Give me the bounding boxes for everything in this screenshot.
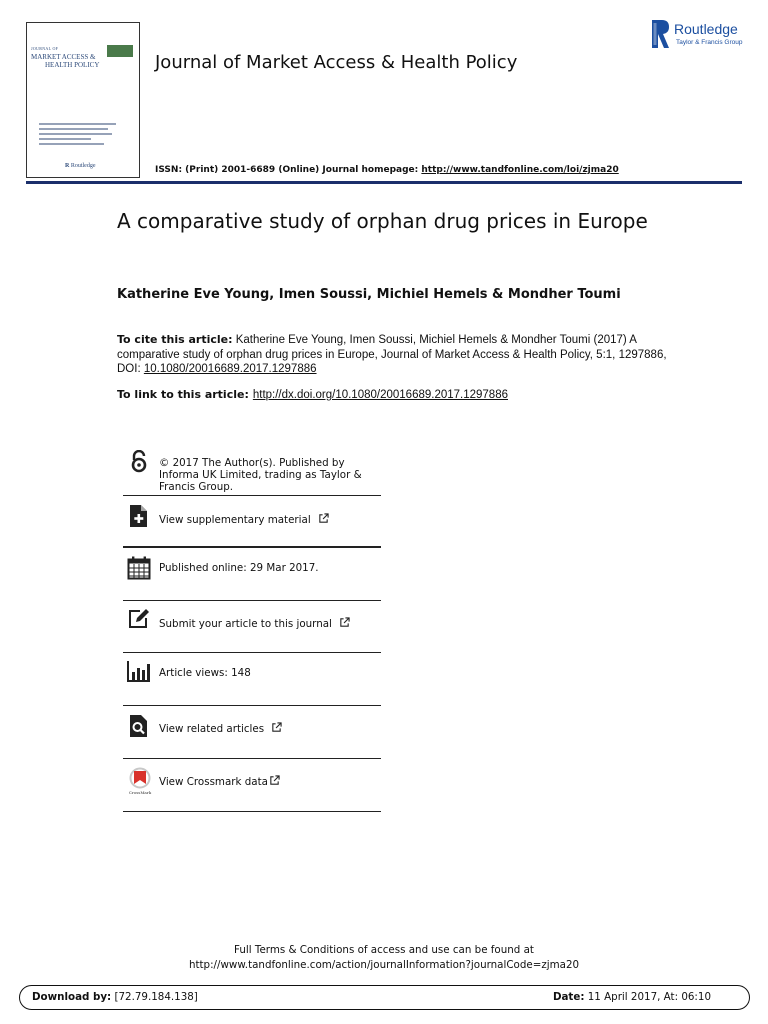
cover-text-lines (39, 123, 125, 148)
download-info-bar (19, 985, 750, 1010)
download-date: Date: 11 April 2017, At: 06:10 (552, 991, 711, 1003)
routledge-logo: Routledge Taylor & Francis Group (652, 20, 752, 50)
article-doi-url[interactable]: http://dx.doi.org/10.1080/20016689.2017.1297886 (252, 389, 508, 401)
external-link-icon (269, 775, 280, 786)
citation-block (117, 333, 677, 377)
terms-url[interactable]: http://www.tandfonline.com/action/journalInformation?journalCode=zjma20 (188, 958, 580, 971)
calendar-icon (127, 556, 151, 580)
journal-title: Journal of Market Access & Health Policy (155, 52, 518, 73)
crossmark-icon (127, 767, 153, 795)
supplementary-file-icon (127, 504, 151, 528)
external-link-icon (271, 722, 282, 733)
issn-line: ISSN: (Print) 2001-6689 (Online) Journal homepage: http://www.tandfonline.com/loi/zjma20 (155, 165, 619, 175)
external-link-icon (339, 617, 350, 628)
list-item-supplementary[interactable]: View supplementary material (123, 496, 381, 548)
svg-text:CrossMark: CrossMark (128, 790, 152, 795)
list-item-views: Article views: 148 (123, 653, 381, 706)
list-item-crossmark[interactable]: CrossMark View Crossmark data (123, 759, 381, 812)
cover-publisher-logo: R Routledge (65, 163, 96, 169)
list-item-license: © 2017 The Author(s). Published by Informa UK Limited, trading as Taylor & Francis Group. (123, 446, 381, 496)
external-link-icon (318, 513, 329, 524)
cover-color-block (107, 45, 133, 57)
search-document-icon (127, 714, 151, 738)
doi-link[interactable]: 10.1080/20016689.2017.1297886 (143, 363, 317, 376)
list-item-related[interactable]: View related articles (123, 706, 381, 759)
edit-icon (127, 607, 151, 631)
article-authors: Katherine Eve Young, Imen Soussi, Michiel Hemels & Mondher Toumi (117, 287, 621, 302)
link-label: To link to this article: (117, 388, 249, 401)
link-line (117, 388, 508, 401)
header-divider (26, 181, 742, 184)
journal-cover-thumbnail[interactable] (26, 22, 140, 178)
cite-text: Katherine Eve Young, Imen Soussi, Michiel Hemels & Mondher Toumi (2017) A comparative study of orphan drug prices in Europe, Journal of Market Access & Health Policy, 5:1, 1297886, DOI: (117, 334, 667, 376)
routledge-r-icon (652, 20, 670, 48)
terms-notice: Full Terms & Conditions of access and use can be found at http://www.tandfonline.com/action/journalInformation?journalCode=zjma20 (0, 943, 768, 972)
download-by: Download by: [72.79.184.138] (32, 991, 198, 1003)
cite-label: To cite this article: (117, 333, 233, 346)
journal-homepage-link[interactable]: http://www.tandfonline.com/loi/zjma20 (421, 165, 619, 175)
list-item-published: Published online: 29 Mar 2017. (123, 548, 381, 601)
cover-title: JOURNAL OF MARKET ACCESS & HEALTH POLICY (31, 46, 100, 69)
open-access-icon (127, 450, 151, 474)
article-title: A comparative study of orphan drug prices in Europe (117, 209, 648, 233)
list-item-submit[interactable]: Submit your article to this journal (123, 601, 381, 653)
bar-chart-icon (127, 659, 151, 683)
